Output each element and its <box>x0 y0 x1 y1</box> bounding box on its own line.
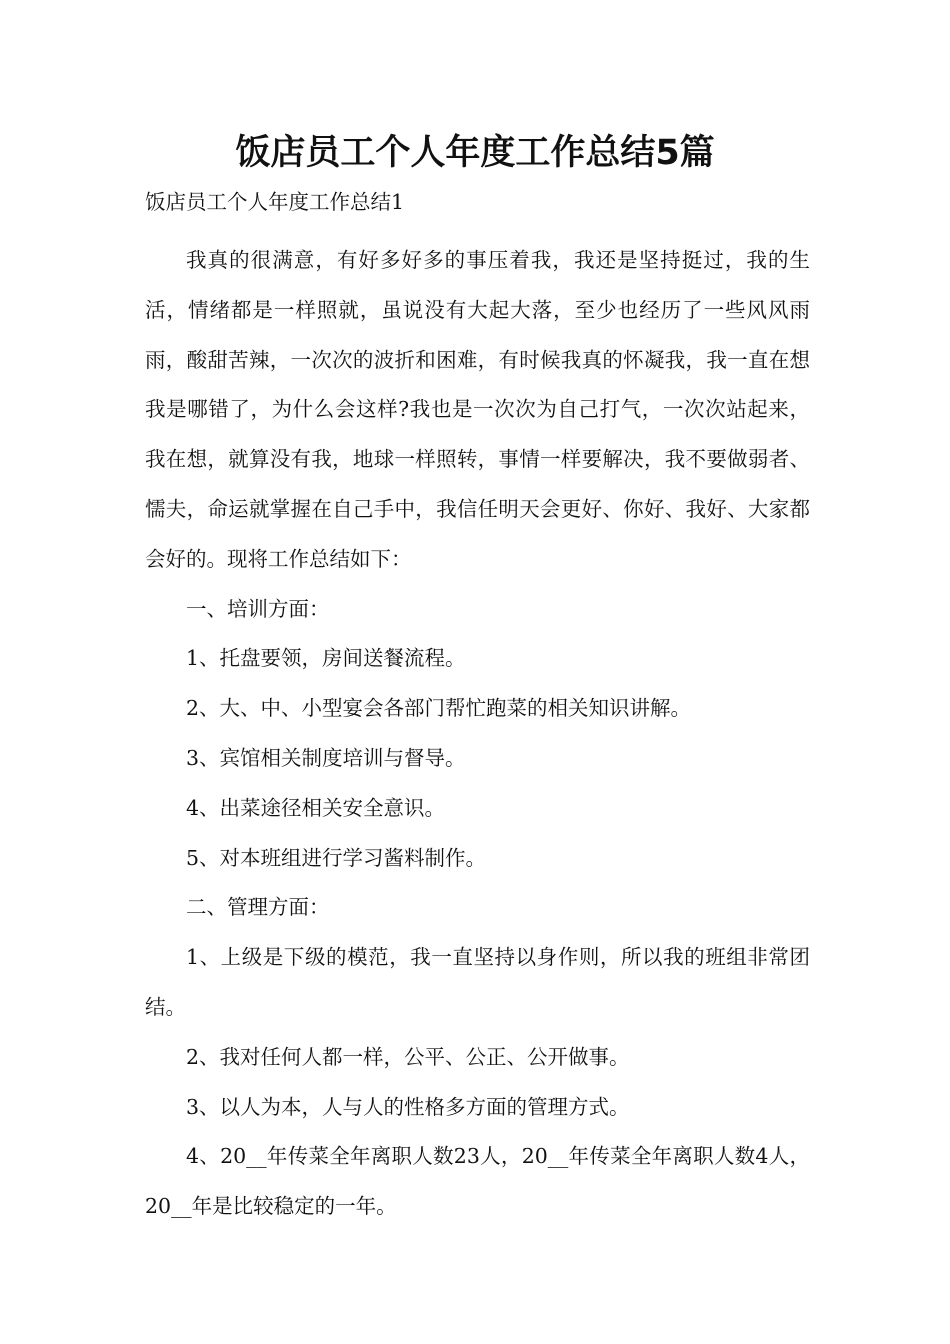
list-item: 3、宾馆相关制度培训与督导。 <box>186 745 466 770</box>
list-item: 5、对本班组进行学习酱料制作。 <box>186 845 487 870</box>
paragraph-intro: 我真的很满意，有好多好多的事压着我，我还是坚持挺过，我的生活，情绪都是一样照就，虽说没有大起大落，至少也经历了一些风风雨雨，酸甜苦辣，一次次的波折和困难，有时候我真的怀凝我，我一直在想我是哪错了，为什么会这样?我也是一次次为自己打气，一次次站起来，我在想，就算没有我，地球一样照转，事情一样要解决，我不要做弱者、懦夫，命运就掌握在自己手中，我信任明天会更好、你好、我好、大家都会好的。现将工作总结如下： <box>145 248 810 571</box>
list-item: 4、20__年传菜全年离职人数23人，20__年传菜全年离职人数4人，20__年是比较稳定的一年。 <box>145 1144 810 1219</box>
document-title: 饭店员工个人年度工作总结5篇 <box>235 133 715 173</box>
document-body <box>145 236 810 1232</box>
list-item: 3、以人为本，人与人的性格多方面的管理方式。 <box>186 1094 630 1119</box>
list-item: 2、我对任何人都一样，公平、公正、公开做事。 <box>186 1044 630 1069</box>
section-heading-training: 一、培训方面： <box>186 596 330 621</box>
list-item: 1、上级是下级的模范，我一直坚持以身作则，所以我的班组非常团结。 <box>145 945 810 1019</box>
list-item: 4、出菜途径相关安全意识。 <box>186 795 446 820</box>
list-item: 2、大、中、小型宴会各部门帮忙跑菜的相关知识讲解。 <box>186 696 692 721</box>
document-subtitle: 饭店员工个人年度工作总结1 <box>145 190 405 214</box>
list-item: 1、托盘要领，房间送餐流程。 <box>186 646 466 671</box>
section-heading-management: 二、管理方面： <box>186 895 330 920</box>
